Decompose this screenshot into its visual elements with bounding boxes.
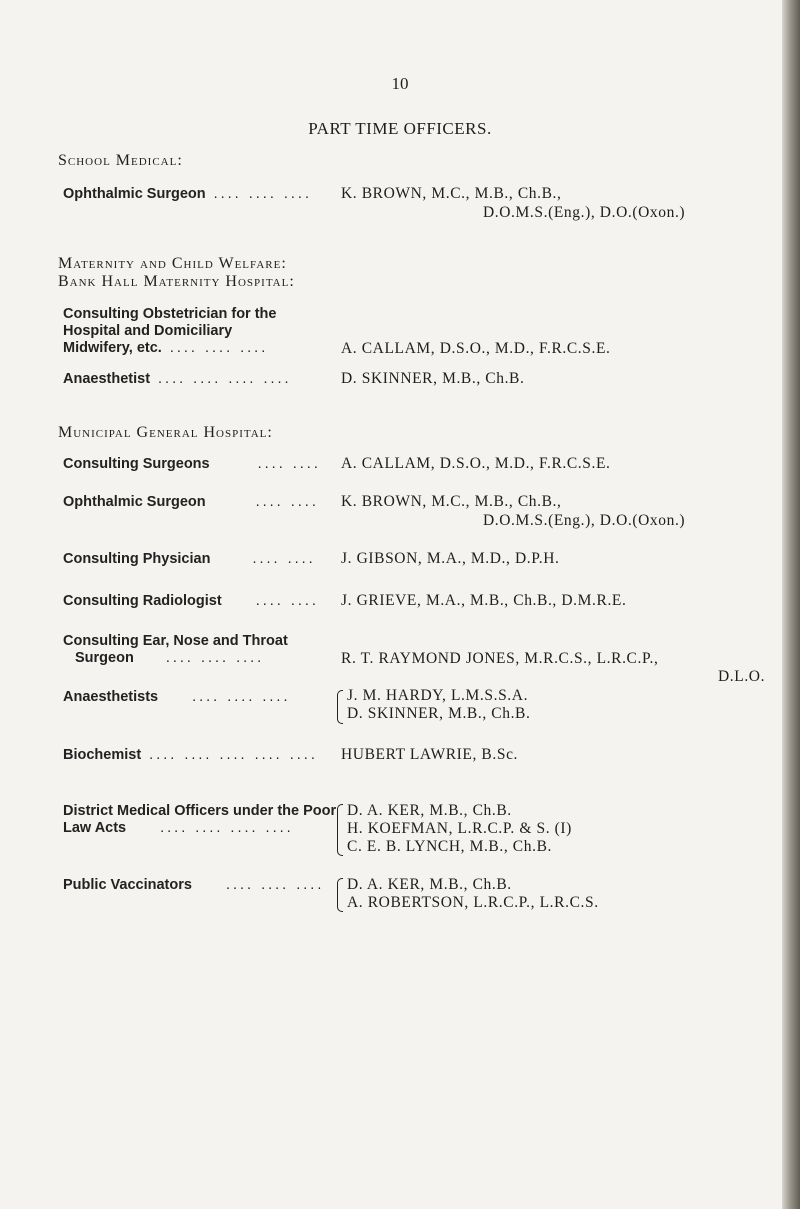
officer-name: A. ROBERTSON, L.R.C.P., L.R.C.S. — [347, 894, 599, 911]
section-heading-municipal: Municipal General Hospital: — [58, 424, 273, 441]
page-number: 10 — [391, 74, 409, 93]
role-consulting-radiologist: Consulting Radiologist .... .... — [63, 593, 319, 609]
brace-bracket — [337, 804, 343, 856]
brace-bracket — [337, 878, 343, 912]
officer-name: D. SKINNER, M.B., Ch.B. — [347, 705, 531, 722]
role-consulting-physician: Consulting Physician .... .... — [63, 551, 316, 567]
officer-name: D. A. KER, M.B., Ch.B. — [347, 802, 512, 819]
officer-name: D. A. KER, M.B., Ch.B. — [347, 876, 512, 893]
officer-names-list — [347, 876, 599, 912]
officer-name: HUBERT LAWRIE, B.Sc. — [341, 746, 519, 763]
officer-qualifications: D.O.M.S.(Eng.), D.O.(Oxon.) — [483, 512, 686, 529]
role-district-medical-officers: District Medical Officers under the Poor Law Acts .... .... .... .... — [63, 803, 337, 836]
officer-name: R. T. RAYMOND JONES, M.R.C.S., L.R.C.P., — [341, 650, 659, 667]
page-title: PART TIME OFFICERS. — [308, 119, 492, 138]
officer-name: C. E. B. LYNCH, M.B., Ch.B. — [347, 838, 552, 855]
officer-name: J. GRIEVE, M.A., M.B., Ch.B., D.M.R.E. — [341, 592, 627, 609]
officer-name: J. M. HARDY, L.M.S.S.A. — [347, 687, 529, 704]
officer-qualifications: D.O.M.S.(Eng.), D.O.(Oxon.) — [483, 204, 686, 221]
officer-name: A. CALLAM, D.S.O., M.D., F.R.C.S.E. — [341, 340, 611, 357]
role-consulting-obstetrician: Consulting Obstetrician for the Hospital and Domiciliary Midwifery, etc. .... .... .... — [63, 306, 277, 356]
role-anaesthetists: Anaesthetists .... .... .... — [63, 689, 291, 705]
officer-name: D. SKINNER, M.B., Ch.B. — [341, 370, 525, 387]
officer-name: K. BROWN, M.C., M.B., Ch.B., — [341, 185, 562, 202]
role-biochemist: Biochemist .... .... .... .... .... — [63, 747, 318, 763]
role-consulting-surgeons: Consulting Surgeons .... .... — [63, 456, 321, 472]
role-ophthalmic-surgeon-municipal: Ophthalmic Surgeon .... .... — [63, 494, 319, 510]
page-edge-shadow — [782, 0, 800, 1209]
section-heading-school-medical: School Medical: — [58, 152, 183, 169]
officer-name: J. GIBSON, M.A., M.D., D.P.H. — [341, 550, 560, 567]
role-consulting-ent-surgeon: Consulting Ear, Nose and Throat Surgeon .... .... .... — [63, 633, 288, 666]
section-heading-maternity: Maternity and Child Welfare: — [58, 255, 287, 272]
officer-qualifications: D.L.O. — [718, 668, 766, 685]
brace-bracket — [337, 690, 343, 724]
officer-names-list — [347, 687, 530, 723]
role-ophthalmic-surgeon-school: Ophthalmic Surgeon .... .... .... — [63, 186, 312, 202]
officer-name: A. CALLAM, D.S.O., M.D., F.R.C.S.E. — [341, 455, 611, 472]
role-public-vaccinators: Public Vaccinators .... .... .... — [63, 877, 325, 893]
officer-names-list — [347, 802, 572, 856]
section-heading-bank-hall: Bank Hall Maternity Hospital: — [58, 273, 295, 290]
officer-name: K. BROWN, M.C., M.B., Ch.B., — [341, 493, 562, 510]
role-anaesthetist: Anaesthetist .... .... .... .... — [63, 371, 292, 387]
officer-name: H. KOEFMAN, L.R.C.P. & S. (I) — [347, 820, 572, 837]
